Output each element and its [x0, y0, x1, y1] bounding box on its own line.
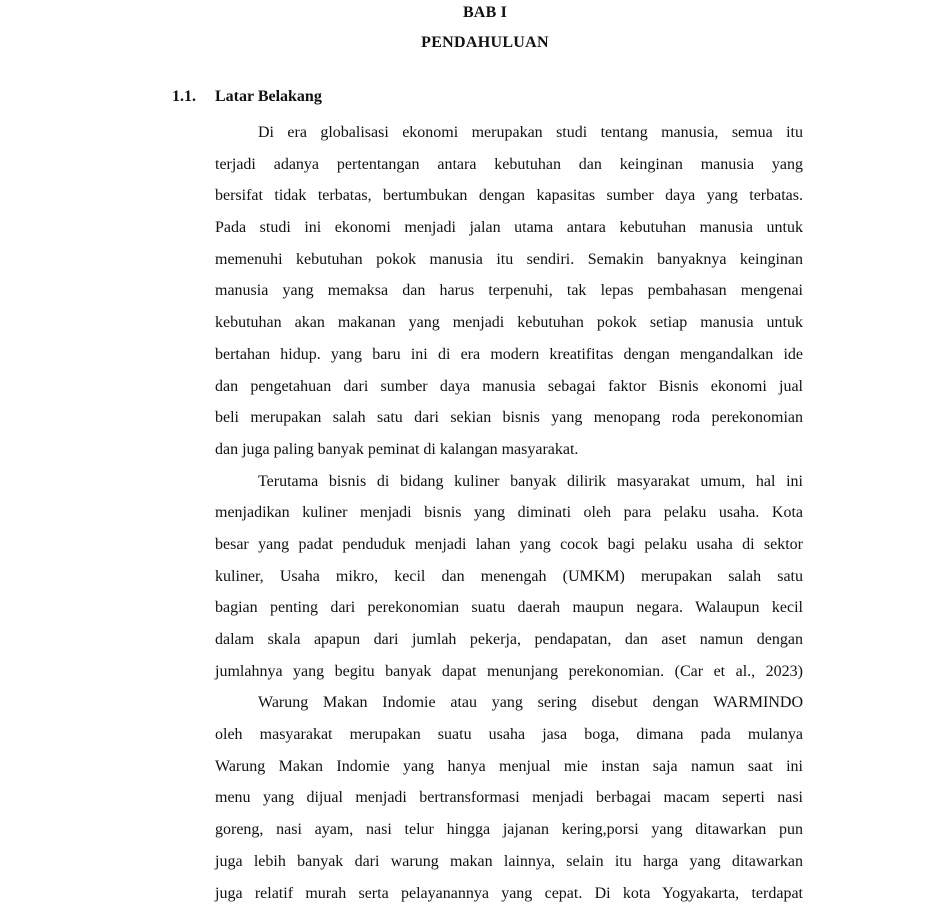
chapter-label: BAB I: [462, 4, 508, 21]
text-line: menu yang dijual menjadi bertransformasi menjadi berbagai macam seperti nasi: [215, 789, 803, 807]
text-line: manusia yang memaksa dan harus terpenuhi, tak lepas pembahasan mengenai: [215, 282, 803, 300]
text-line: terjadi adanya pertentangan antara kebutuhan dan keinginan manusia yang: [215, 155, 803, 173]
section-title: Latar Belakang: [215, 88, 322, 105]
text-line: memenuhi kebutuhan pokok manusia itu sendiri. Semakin banyaknya keinginan: [215, 250, 803, 268]
text-line: dan juga paling banyak peminat di kalangan masyarakat.: [215, 440, 579, 458]
text-line: dalam skala apapun dari jumlah pekerja, pendapatan, dan aset namun dengan: [215, 631, 803, 648]
text-line: beli merupakan salah satu dari sekian bisnis yang menopang roda perekonomian: [215, 409, 803, 427]
text-line: bertahan hidup. yang baru ini di era modern kreatifitas dengan mengandalkan ide: [215, 345, 803, 363]
body-text: [215, 117, 803, 909]
text-line: besar yang padat penduduk menjadi lahan yang cocok bagi pelaku usaha di sektor: [215, 535, 803, 553]
text-line: jumlahnya yang begitu banyak dapat menunjang perekonomian. (Car et al., 2023): [215, 662, 803, 680]
text-line: Terutama bisnis di bidang kuliner banyak dilirik masyarakat umum, hal ini: [258, 472, 803, 490]
text-line: menjadikan kuliner menjadi bisnis yang diminati oleh para pelaku usaha. Kota: [215, 504, 803, 522]
paragraph: [215, 117, 803, 466]
text-line: dan pengetahuan dari sumber daya manusia sebagai faktor Bisnis ekonomi jual: [215, 377, 803, 395]
chapter-title: PENDAHULUAN: [421, 34, 549, 51]
text-line: bersifat tidak terbatas, bertumbukan dengan kapasitas sumber daya yang terbatas.: [215, 187, 803, 205]
section-number: 1.1.: [172, 88, 196, 105]
text-line: Warung Makan Indomie atau yang sering disebut dengan WARMINDO: [258, 694, 803, 712]
text-line: goreng, nasi ayam, nasi telur hingga jajanan kering,porsi yang ditawarkan pun: [215, 821, 803, 839]
paragraph: [215, 687, 803, 909]
text-line: oleh masyarakat merupakan suatu usaha jasa boga, dimana pada mulanya: [215, 726, 803, 744]
text-line: bagian penting dari perekonomian suatu daerah maupun negara. Walaupun kecil: [215, 599, 803, 617]
text-line: Warung Makan Indomie yang hanya menjual mie instan saja namun saat ini: [215, 757, 803, 775]
text-line: juga lebih banyak dari warung makan lainnya, selain itu harga yang ditawarkan: [215, 852, 803, 870]
text-line: juga relatif murah serta pelayanannya yang cepat. Di kota Yogyakarta, terdapat: [215, 884, 803, 902]
paragraph: [215, 466, 803, 688]
text-line: kuliner, Usaha mikro, kecil dan menengah (UMKM) merupakan salah satu: [215, 567, 803, 585]
text-line: kebutuhan akan makanan yang menjadi kebutuhan pokok setiap manusia untuk: [215, 314, 803, 332]
text-line: Di era globalisasi ekonomi merupakan studi tentang manusia, semua itu: [258, 124, 803, 141]
text-line: Pada studi ini ekonomi menjadi jalan utama antara kebutuhan manusia untuk: [215, 219, 803, 237]
